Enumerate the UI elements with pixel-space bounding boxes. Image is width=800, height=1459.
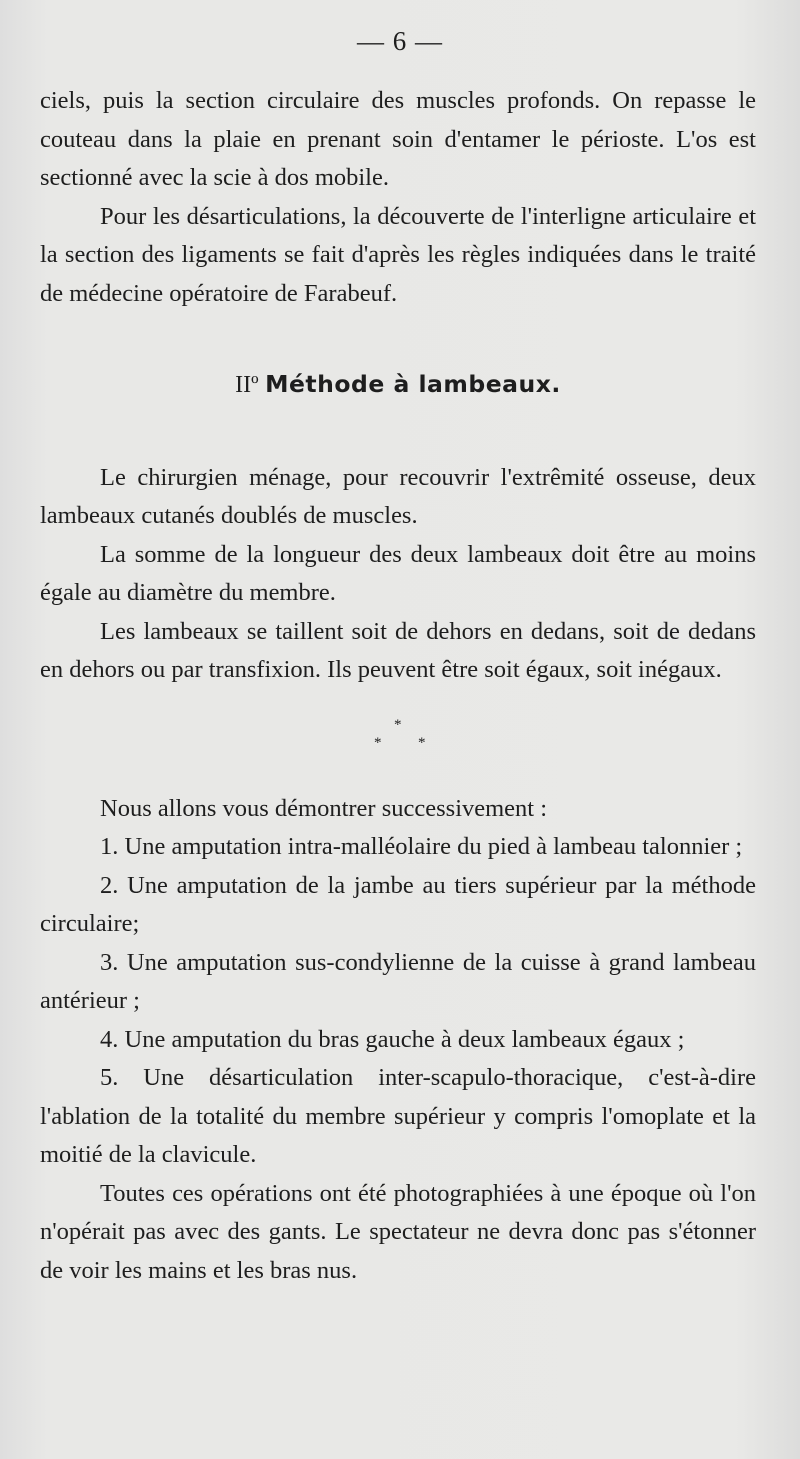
list-item: 3. Une amputation sus-condylienne de la cuisse à grand lambeau antérieur ; xyxy=(40,948,756,1014)
section-title: Méthode à lambeaux. xyxy=(265,370,561,398)
paragraph-continuation: ciels, puis la section circulaire des muscles profonds. On repasse le couteau dans la plaie en prenant soin d'entamer le périoste. L'os est sectionné avec la scie à dos mobile. xyxy=(40,87,756,191)
paragraph-somme: La somme de la longueur des deux lambeaux doit être au moins égale au diamètre du membre. xyxy=(40,540,756,606)
section-heading xyxy=(40,365,756,405)
section-number: IIº xyxy=(235,372,259,398)
asterism-star-top: * xyxy=(394,716,402,733)
body-text xyxy=(40,82,756,1290)
asterism-star-right: * xyxy=(418,734,426,751)
paragraph-desarticulations: Pour les désarticulations, la découverte de l'interligne articulaire et la section des ligaments se fait d'après les règles indiquées dans le traité de médecine opératoire de Farabeuf. xyxy=(40,202,756,307)
list-item: 2. Une amputation de la jambe au tiers supérieur par la méthode circulaire; xyxy=(40,871,756,937)
demo-list xyxy=(40,790,756,1291)
list-item: 4. Une amputation du bras gauche à deux lambeaux égaux ; xyxy=(100,1025,685,1053)
list-item: 1. Une amputation intra-malléolaire du pied à lambeau talonnier ; xyxy=(100,833,743,860)
asterism-star-left: * xyxy=(374,734,382,751)
demo-intro: Nous allons vous démontrer successivement : xyxy=(100,794,548,822)
page-number: — 6 — xyxy=(357,26,443,56)
paragraph-lambeaux: Les lambeaux se taillent soit de dehors en dedans, soit de dedans en dehors ou par transfixion. Ils peuvent être soit égaux, soit inégaux. xyxy=(40,617,756,683)
paragraph-closing: Toutes ces opérations ont été photographiées à une époque où l'on n'opérait pas avec des gants. Le spectateur ne devra donc pas s'étonner de voir les mains et les bras nus. xyxy=(40,1179,756,1284)
list-item: 5. Une désarticulation inter-scapulo-thoracique, c'est-à-dire l'ablation de la totalité du membre supérieur y compris l'omoplate et la moitié de la clavicule. xyxy=(40,1064,756,1168)
paragraph-chirurgien: Le chirurgien ménage, pour recouvrir l'extrêmité osseuse, deux lambeaux cutanés doublés de muscles. xyxy=(40,463,756,529)
asterism-separator xyxy=(40,704,756,774)
